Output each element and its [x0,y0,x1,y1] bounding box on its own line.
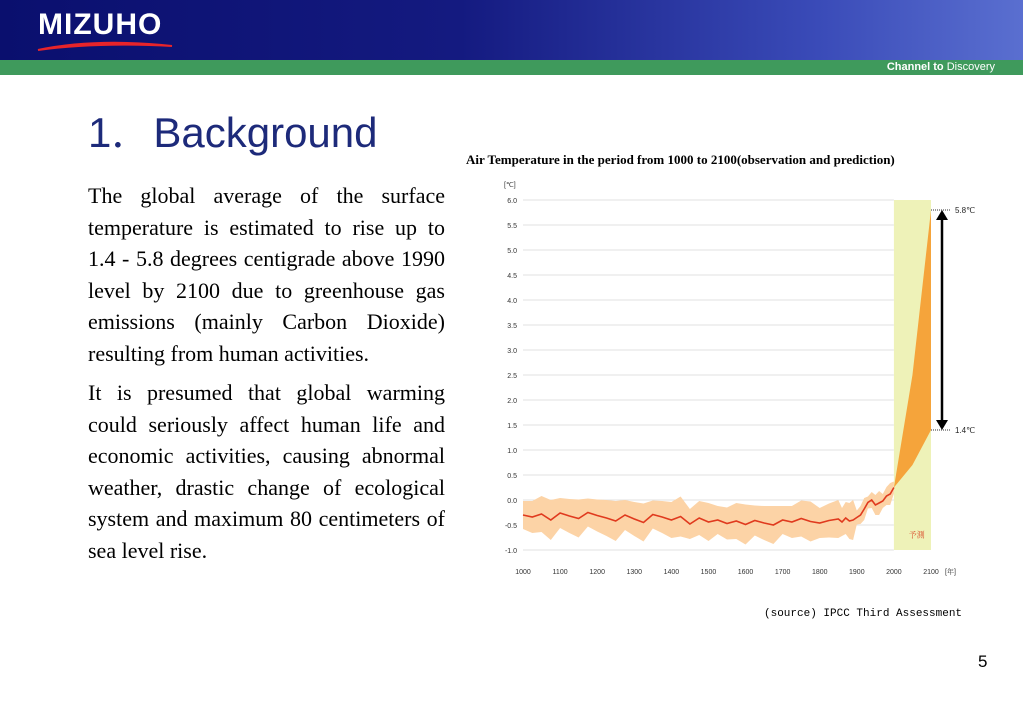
tagline-bold: Channel to [886,61,944,73]
x-tick-label: 1000 [515,569,531,576]
header-accent-stripe [0,60,1023,75]
x-tick-label: 1300 [626,569,643,576]
x-tick-label: 2100 [923,569,939,576]
x-tick-label: 1600 [737,569,754,576]
slide-title: 1．Background [88,109,378,156]
paragraph-1: The global average of the surface temperature is estimated to rise up to 1.4 - 5.8 degrees centigrade above 1990 level by 2100 due to greenhouse gas emissions (mainly Carbon Dioxide) resulting from human activities. [88,183,445,366]
y-tick-label: 6.0 [507,198,517,205]
y-tick-label: 2.0 [507,398,517,405]
annotation-label: 5.8℃ [955,206,976,215]
y-tick-label: 4.5 [507,273,517,280]
mizuho-logo: MIZUHO [38,8,163,41]
x-tick-label: 2000 [886,569,902,576]
y-tick-label: 3.5 [507,323,517,330]
prediction-label: 予測 [908,530,925,540]
x-tick-label: 1900 [849,569,865,576]
y-tick-label: 1.5 [507,423,517,430]
y-tick-label: 2.5 [507,373,517,380]
x-axis-label: [年] [945,569,956,576]
temperature-chart [496,176,996,586]
y-axis-label: [℃] [504,182,516,189]
y-tick-label: 5.0 [507,248,517,255]
arrow-head-up-icon [936,210,948,220]
x-tick-label: 1100 [552,569,568,576]
page-number: 5 [978,652,988,671]
annotation-label: 1.4℃ [955,426,976,435]
x-tick-label: 1800 [811,569,828,576]
body-text [88,180,445,574]
y-tick-label: 3.0 [507,348,517,355]
tagline [887,61,995,73]
x-tick-label: 1700 [774,569,791,576]
source-citation: (source) IPCC Third Assessment [764,608,963,620]
arrow-head-down-icon [936,420,948,430]
y-tick-label: 0.0 [507,498,517,505]
x-tick-label: 1500 [700,569,717,576]
x-tick-label: 1400 [663,569,680,576]
uncertainty-band [523,482,894,545]
y-tick-label: -0.5 [504,523,517,530]
paragraph-2: It is presumed that global warming could seriously affect human life and economic activities, causing abnormal weather, drastic change of ecological system and maximum 80 centimeters of sea level rise. [88,380,445,563]
y-tick-label: 4.0 [507,298,517,305]
y-tick-label: 5.5 [507,223,517,230]
chart-title: Air Temperature in the period from 1000 to 2100(observation and prediction) [466,152,895,167]
y-tick-label: 1.0 [507,448,517,455]
x-tick-label: 1200 [589,569,605,576]
logo-swoosh-icon [36,38,176,54]
tagline-rest: Discovery [943,61,995,73]
y-tick-label: -1.0 [504,548,517,555]
y-tick-label: 0.5 [507,473,517,480]
